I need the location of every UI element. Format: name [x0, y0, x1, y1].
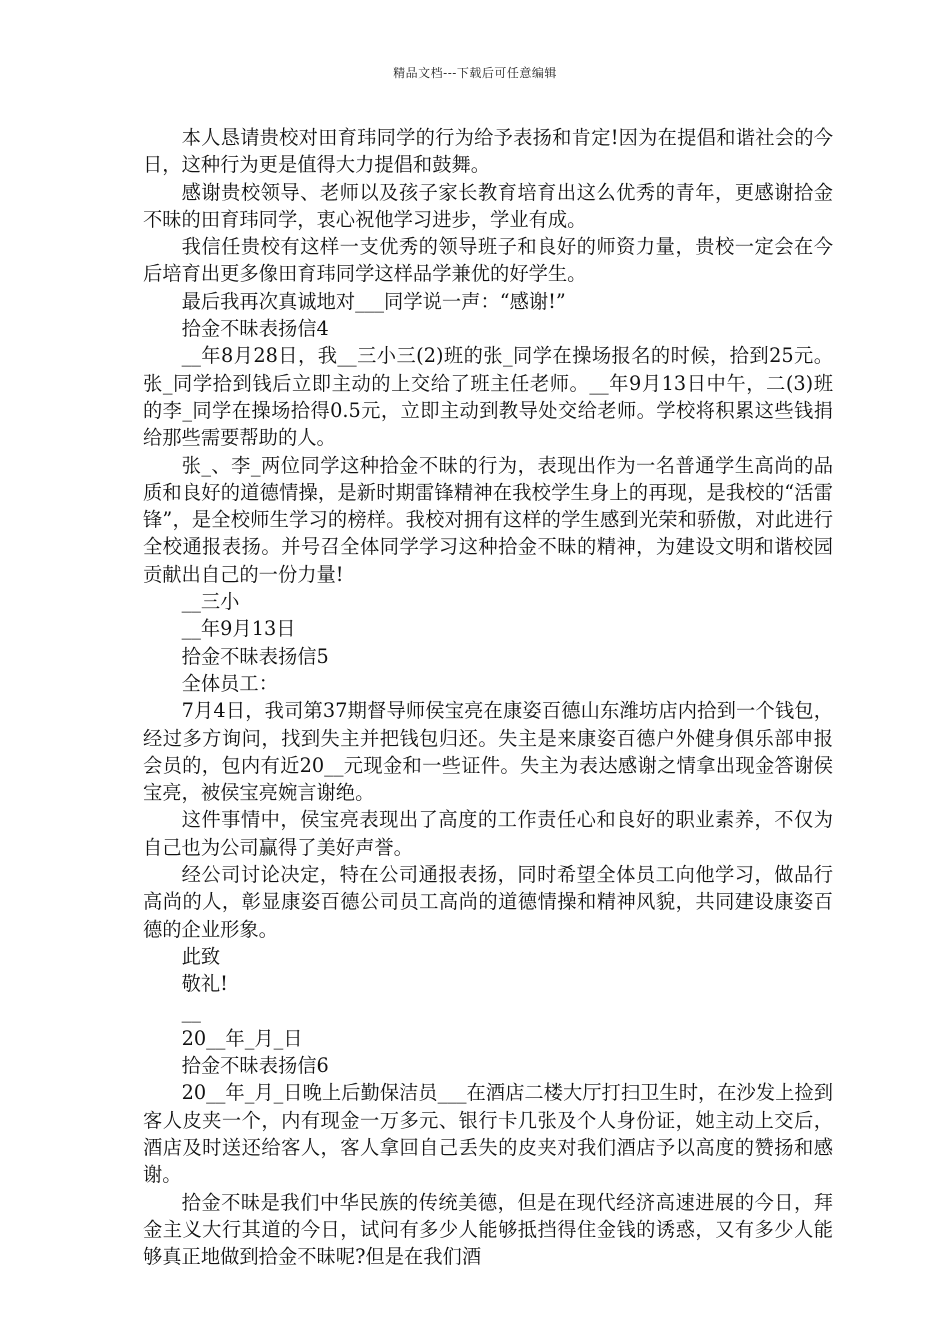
paragraph-letter-6-event: 20__年_月_日晚上后勤保洁员___在酒店二楼大厅打扫卫生时，在沙发上捡到客人皮夹一个，内有现金一万多元、银行卡几张及个人身份证，她主动上交后，酒店及时送还给客人，客人拿回自己丢失的皮夹对我们酒店予以高度的赞扬和感谢。 — [143, 1081, 833, 1187]
paragraph-letter-4-praise: 张_、李_两位同学这种拾金不昧的行为，表现出作为一名普通学生高尚的品质和良好的道德情操，是新时期雷锋精神在我校学生身上的再现，是我校的“活雷锋”，是全校师生学习的榜样。我校对拥有这样的学生感到光荣和骄傲，对此进行全校通报表扬。并号召全体同学学习这种拾金不昧的精神，为建设文明和谐校园贡献出自己的一份力量! — [143, 453, 833, 586]
closing-cizhi: 此致 — [181, 944, 221, 968]
paragraph-letter-5-evaluation: 这件事情中，侯宝亮表现出了高度的工作责任心和良好的职业素养，不仅为自己也为公司赢得了美好声誉。 — [143, 808, 833, 859]
page-header: 精品文档---下载后可任意编辑 — [393, 66, 557, 80]
section-title-letter-4: 拾金不昧表扬信4 — [181, 317, 329, 341]
section-title-letter-5: 拾金不昧表扬信5 — [181, 644, 329, 668]
salutation-all-staff: 全体员工： — [181, 671, 278, 695]
paragraph-letter-6-virtue: 拾金不昧是我们中华民族的传统美德，但是在现代经济高速进展的今日，拜金主义大行其道的今日，试问有多少人能够抵挡得住金钱的诱惑，又有多少人能够真正地做到拾金不昧呢?但是在我们酒 — [143, 1190, 833, 1269]
signature-date-letter-5: 20__年_月_日 — [181, 1026, 303, 1050]
paragraph-thanks-school: 感谢贵校领导、老师以及孩子家长教育培育出这么优秀的青年，更感谢拾金不昧的田育玮同学，衷心祝他学习进步，学业有成。 — [143, 180, 833, 231]
section-title-letter-6: 拾金不昧表扬信6 — [181, 1054, 329, 1078]
document-body — [143, 124, 833, 1270]
paragraph-letter-5-decision: 经公司讨论决定，特在公司通报表扬，同时希望全体员工向他学习，做品行高尚的人，彰显康姿百德公司员工高尚的道德情操和精神风貌，共同建设康姿百德的企业形象。 — [143, 863, 833, 941]
paragraph-praise-request: 本人恳请贵校对田育玮同学的行为给予表扬和肯定!因为在提倡和谐社会的今日，这种行为更是值得大力提倡和鼓舞。 — [143, 126, 833, 177]
closing-jingli: 敬礼! — [181, 972, 228, 996]
signature-date-letter-4: __年9月13日 — [181, 617, 296, 641]
signature-blank: __ — [181, 999, 201, 1023]
paragraph-letter-5-event: 7月4日，我司第37期督导师侯宝亮在康姿百德山东潍坊店内拾到一个钱包，经过多方询问，找到失主并把钱包归还。失主是来康姿百德户外健身俱乐部申报会员的，包内有近20__元现金和一些证件。失主为表达感谢之情拿出现金答谢侯宝亮，被侯宝亮婉言谢绝。 — [143, 699, 833, 805]
signature-school: __三小 — [181, 590, 240, 614]
paragraph-letter-4-event: __年8月28日，我__三小三(2)班的张_同学在操场报名的时候，拾到25元。张_同学拾到钱后立即主动的上交给了班主任老师。__年9月13日中午，二(3)班的李_同学在操场拾得0.5元，立即主动到教导处交给老师。学校将积累这些钱捐给那些需要帮助的人。 — [143, 344, 833, 450]
line-final-thanks: 最后我再次真诚地对___同学说一声：“感谢!” — [181, 289, 566, 313]
paragraph-trust-school: 我信任贵校有这样一支优秀的领导班子和良好的师资力量，贵校一定会在今后培育出更多像田育玮同学这样品学兼优的好学生。 — [143, 235, 833, 286]
